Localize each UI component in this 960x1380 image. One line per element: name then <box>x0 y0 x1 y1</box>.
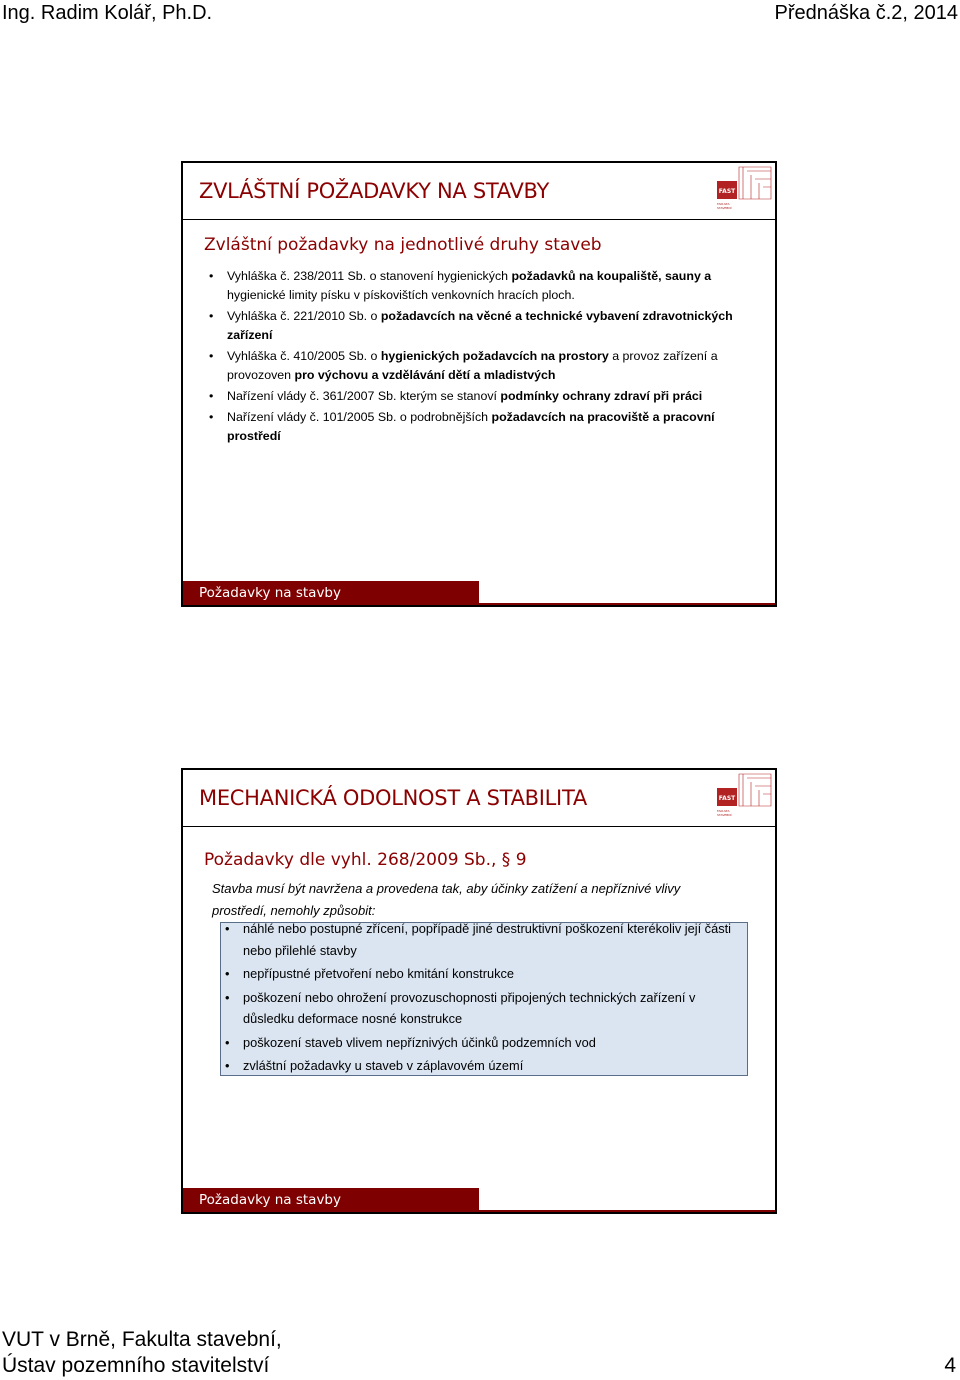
list-item: • poškození nebo ohrožení provozuschopnosti připojených technických zařízení v důsledku deformace nosné konstrukce <box>225 989 696 1026</box>
svg-text:FAKULTA: FAKULTA <box>717 202 730 206</box>
list-item: • Nařízení vlády č. 361/2007 Sb. kterým se stanoví podmínky ochrany zdraví při práci <box>209 389 703 403</box>
svg-text:STAVEBNÍ: STAVEBNÍ <box>717 206 732 210</box>
list-item: • zvláštní požadavky u staveb v záplavovém území <box>225 1058 524 1073</box>
slide-footer-line <box>479 603 775 605</box>
page-number: 4 <box>944 1354 956 1377</box>
slide-footer-label: Požadavky na stavby <box>199 1192 341 1208</box>
slide-footer-line <box>479 1210 775 1212</box>
slide-footer <box>183 1188 479 1212</box>
slide-subtitle: Požadavky dle vyhl. 268/2009 Sb., § 9 <box>204 850 527 870</box>
page-header <box>0 0 960 28</box>
list-item: • Vyhláška č. 221/2010 Sb. o požadavcích na věcné a technické vybavení zdravotnických zařízení <box>209 309 733 342</box>
list-item: • Vyhláška č. 410/2005 Sb. o hygienických požadavcích na prostory a provoz zařízení a provozoven pro výchovu a vzdělávání dětí a mladistvých <box>209 349 718 382</box>
list-item: • Nařízení vlády č. 101/2005 Sb. o podrobnějších požadavcích na pracoviště a pracovní prostředí <box>209 410 715 443</box>
fast-logo-icon <box>715 770 773 824</box>
slide-header <box>183 770 775 827</box>
slide-header <box>183 163 775 220</box>
svg-text:STAVEBNÍ: STAVEBNÍ <box>717 813 732 817</box>
institution-line-2: Ústav pozemního stavitelství <box>2 1354 270 1377</box>
svg-text:FAST: FAST <box>718 795 736 802</box>
svg-text:FAST: FAST <box>718 188 736 195</box>
slide-title: ZVLÁŠTNÍ POŽADAVKY NA STAVBY <box>199 179 550 203</box>
slide-subtitle: Zvláštní požadavky na jednotlivé druhy staveb <box>204 235 602 255</box>
list-item: • poškození staveb vlivem nepříznivých účinků podzemních vod <box>225 1034 596 1050</box>
list-item: • náhlé nebo postupné zřícení, popřípadě jiné destruktivní poškození kterékoliv její části nebo přilehlé stavby <box>225 921 731 958</box>
list-item: • Vyhláška č. 238/2011 Sb. o stanovení hygienických požadavků na koupaliště, sauny a hygienické limity písku v pískovištích venkovních hracích ploch. <box>209 269 712 302</box>
intro-text: Stavba musí být navržena a provedena tak, aby účinky zatížení a nepříznivé vlivy prostředí, nemohly způsobit: <box>212 881 681 918</box>
slide-footer-label: Požadavky na stavby <box>199 585 341 601</box>
list-item: • nepřípustné přetvoření nebo kmitání konstrukce <box>225 966 515 981</box>
slide-title: MECHANICKÁ ODOLNOST A STABILITA <box>199 786 587 810</box>
author-name: Ing. Radim Kolář, Ph.D. <box>2 2 213 24</box>
lecture-label: Přednáška č.2, 2014 <box>774 2 958 24</box>
institution-line-1: VUT v Brně, Fakulta stavební, <box>2 1328 282 1351</box>
slide-1 <box>181 161 777 607</box>
slide-footer <box>183 581 479 605</box>
fast-logo-icon <box>715 163 773 217</box>
requirement-list <box>225 918 743 1079</box>
regulation-list <box>209 267 751 448</box>
svg-text:FAKULTA: FAKULTA <box>717 809 730 813</box>
slide-2 <box>181 768 777 1214</box>
